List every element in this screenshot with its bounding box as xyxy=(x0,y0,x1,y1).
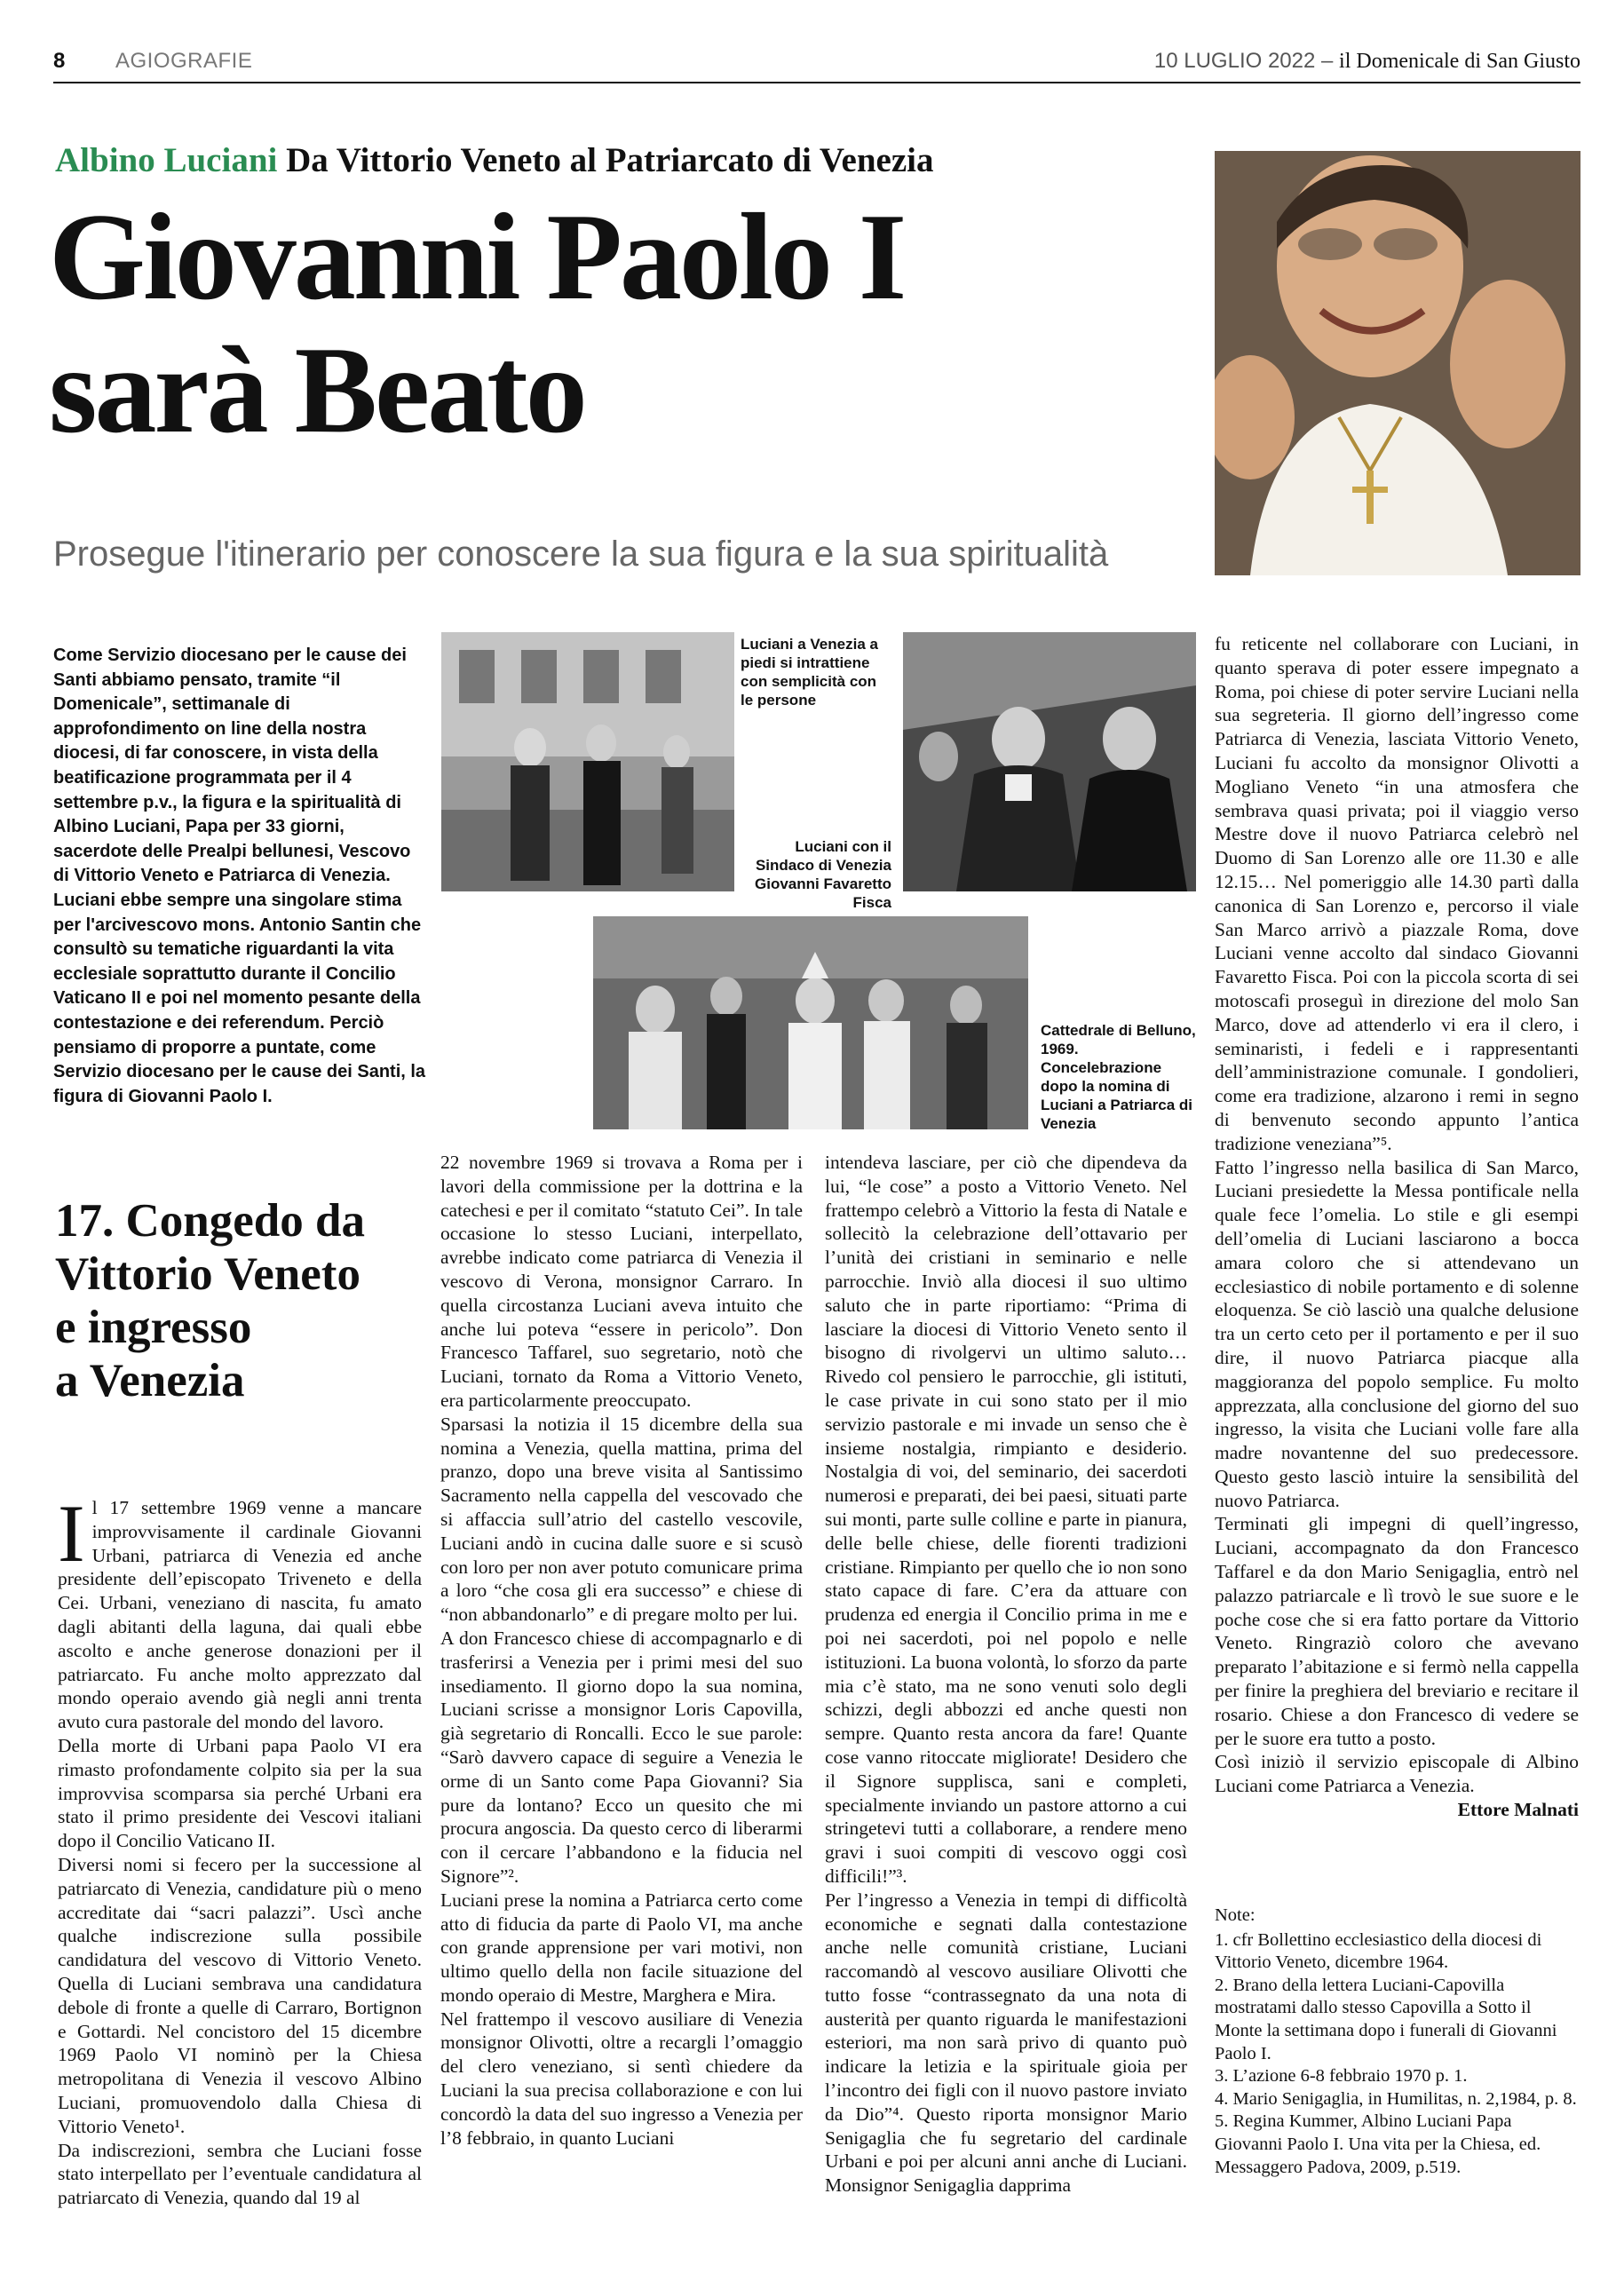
footnote-item: 3. L’azione 6-8 febbraio 1970 p. 1. xyxy=(1215,2066,1468,2087)
footnotes xyxy=(1215,1905,1579,2179)
section-label: AGIOGRAFIE xyxy=(115,49,253,73)
photo-luciani-venezia xyxy=(441,632,734,891)
article-paragraph: Nel frattempo il vescovo ausiliare di Venezia monsignor Olivotti, oltre a recargli l’omaggio del clero veneziano, si sentì chiedere da Luciani la sua precisa collaborazione e con lui concordò la data del suo ingresso a Venezia per l’8 febbraio, in quanto Luciani xyxy=(440,2008,803,2149)
article-paragraph: A don Francesco chiese di accompagnarlo e di trasferirsi a Venezia per i primi mesi del suo insediamento. Il giorno dopo la sua nomina, Luciani scrisse a monsignor Loris Capovilla, già segretario di Roncalli. Ecco le sue parole: “Sarò davvero capace di seguire a Venezia le orme di un Santo come Papa Giovanni? Sia pure da lontano? Ecco un quesito che mi procura angoscia. Da questo cerco di liberarmi con il cercare l’abbandono e la fiducia nel Signore”². xyxy=(440,1627,803,1887)
article-paragraph: Diversi nomi si fecero per la successione al patriarcato di Venezia, candidature più o meno accreditate dai “sacri palazzi”. Uscì anche qualche indiscrezione sulla possibile candidatura del vescovo di Vittorio Veneto. Quella di Luciani sembrava una candidatura debole di fronte a quelle di Carraro, Bortignon e Gottardi. Nel concistoro del 15 dicembre 1969 Paolo VI nominò per la Chiesa metropolitana di Venezia il vescovo Albino Luciani, promuovendolo dalla Chiesa di Vittorio Veneto¹. xyxy=(58,1853,422,2137)
article-paragraph: Sparsasi la notizia il 15 dicembre della sua nomina a Venezia, quella mattina, prima del pranzo, dopo una breve visita al Santissimo Sacramento nella cappella del vescovado che si affaccia sull’atrio del castello vescovile, Luciani andò in cucina dalle suore e si scusò con loro per non aver potuto comunicare prima a loro “che cosa gli era successo” e chiese di “non abbandonarlo” e di pregare molto per lui. xyxy=(440,1413,803,1626)
dateline xyxy=(1154,49,1580,74)
article-paragraph: Per l’ingresso a Venezia in tempi di difficoltà economiche e segnati dalla contestazione anche nelle comunità cristiane, Luciani raccomandò al vescovo ausiliare Olivotti che tutto fosse “contrassegnato da una nota di austerità per quanto riguarda le manifestazioni esteriori, ma non sarà privo di quanto può indicare la letizia e la spirituale gioia per l’incontro dei figli con il nuovo pastore inviato da Dio”⁴. Questo riporta monsignor Mario Senigaglia che fu segretario del cardinale Urbani e poi per alcuni anni anche di Luciani. Monsignor Senigaglia dapprima xyxy=(825,1889,1187,2197)
article-column-4 xyxy=(1215,632,1579,1822)
article-paragraph: Della morte di Urbani papa Paolo VI era rimasto profondamente colpito sia per la sua improvvisa scomparsa sia perché Urbani era stato il primo presidente dei Vescovi italiani dopo il Concilio Vaticano II. xyxy=(58,1734,422,1852)
article-paragraph: Terminati gli impegni di quell’ingresso, Luciani, accompagnato da don Francesco Taffarel e da don Mario Senigaglia, entrò nel palazzo patriarcale e lì trovò le sue suore e le poche cose che si era fatto portare da Vittorio Veneto. Ringraziò coloro che avevano preparato l’abitazione e si fermò nella cappella per finire la preghiera del breviario e recitare il rosario. Chiese a don Francesco di vedere se per le suore era tutto a posto. xyxy=(1215,1513,1579,1749)
kicker-text: Da Vittorio Veneto al Patriarcato di Venezia xyxy=(277,141,934,179)
kicker xyxy=(55,140,1209,180)
caption-photo-1: Luciani a Venezia a piedi si intrattiene con semplicità con le persone xyxy=(741,636,878,709)
caption-photo-2: Luciani con il Sindaco di Venezia Giovanni Favaretto Fisca xyxy=(755,838,891,911)
article-column-1 xyxy=(58,1488,422,2210)
paragraph-text: l 17 settembre 1969 venne a mancare improvvisamente il cardinale Giovanni Urbani, patriarca di Venezia ed anche presidente dell’episcopato Triveneto e della Cei. Urbani, veneziano di nascita, fu amato dagli abitanti della laguna, dai quali ebbe ascolto e anche generose donazioni per il patriarcato. Fu anche molto apprezzato dal mondo operaio avendo già negli anni trenta avuto cura pastorale del mondo del lavoro. xyxy=(58,1497,422,1733)
section-title-line-4: a Venezia xyxy=(55,1355,245,1406)
headline xyxy=(49,188,1203,459)
header-rule xyxy=(53,82,1580,83)
intro-box: Come Servizio diocesano per le cause dei Santi abbiamo pensato, tramite “il Domenicale”, settimanale di approfondimento on line della nostra diocesi, di far conoscere, in vista della beatificazione programmata per il 4 settembre p.v., la figura e la spiritualità di Albino Luciani, Papa per 33 giorni, sacerdote delle Prealpi bellunesi, Vescovo di Vittorio Veneto e Patriarca di Venezia. Luciani ebbe sempre una singolare stima per l'arcivescovo mons. Antonio Santin che consultò su tematiche riguardanti la vita ecclesiale soprattutto durante il Concilio Vaticano II e poi nel momento pesante della contestazione e dei referendum. Perciò pensiamo di proporre a puntate, come Servizio diocesano per le cause dei Santi, la figura di Giovanni Paolo I. xyxy=(53,645,426,1106)
photo-cattedrale-belluno xyxy=(593,916,1028,1129)
article-paragraph: Da indiscrezioni, sembra che Luciani fosse stato interpellato per l’eventuale candidatura al patriarcato di Venezia, quando dal 19 al xyxy=(58,2139,422,2209)
page-number: 8 xyxy=(53,49,66,73)
section-title xyxy=(55,1194,428,1407)
article-paragraph: intendeva lasciare, per ciò che dipendeva da lui, “le cose” a posto a Vittorio Veneto. Nel frattempo celebrò a Vittorio la festa di Natale e sollecitò la celebrazione dell’ottavario per l’unità dei cristiani in seminario e nelle parrocchie. Inviò alla diocesi il suo ultimo saluto che in parte riportiamo: “Prima di lasciare la diocesi di Vittorio Veneto sento il bisogno di rivolgervi un ultimo saluto… Rivedo col pensiero le parrocchie, gli istituti, le case private in cui sono stato per il mio servizio pastorale e mi invade un senso che è insieme nostalgia, rimpianto e desiderio. Nostalgia di voi, del seminario, dei sacerdoti numerosi e preparati, dei bei paesi, situati parte sui monti, parte sulle colline e parte in pianura, delle belle chiese, delle fiorenti tradizioni cristiane. Rimpianto per quello che io non sono stato capace di fare. C’era da attuare con prudenza ed energia il Concilio prima in me e poi nei sacerdoti, poi nel popolo e nelle istituzioni. La buona volontà, lo sforzo da parte mia c’è stato, ma ne sono venuti solo degli schizzi, degli abbozzi ed anche questi non sempre. Quanto resta ancora da fare! Quante cose vanno ritoccate migliorate! Desidero che il Signore supplisca, sani e completi, specialmente inviando un pastore attorno a cui stringetevi tutti a collaborare, a rendere meno gravi i suoi compiti di vescovo oggi così difficili!”³. xyxy=(825,1152,1187,1887)
footnote-item: 5. Regina Kummer, Albino Luciani Papa Giovanni Paolo I. Una vita per la Chiesa, ed. Messaggero Padova, 2009, p.519. xyxy=(1215,2111,1541,2177)
page-header xyxy=(53,49,1580,75)
article-paragraph xyxy=(58,1488,422,1734)
photo-luciani-sindaco xyxy=(903,632,1196,891)
footnote-item: 1. cfr Bollettino ecclesiastico della diocesi di Vittorio Veneto, dicembre 1964. xyxy=(1215,1929,1542,1973)
photo-3-illustration xyxy=(593,916,1028,1129)
article-column-2 xyxy=(440,1151,803,2150)
section-title-line-1: 17. Congedo da xyxy=(55,1195,365,1247)
article-paragraph: Fatto l’ingresso nella basilica di San Marco, Luciani presiedette la Messa pontificale nella quale fece l’omelia. Lo stile e gli esempi dell’omelia di Luciani lasciarono a bocca amara coloro che si attendevano un ecclesiastico di nobile portamento e di solenne eloquenza. Se ciò lasciò una qualche delusione tra un certo ceto per il portamento e per il suo dire, il nuovo Patriarca piacque alla maggioranza del popolo semplice. Fu molto apprezzata, alla conclusione del giorno del suo ingresso, la visita che Luciani volle fare alla madre novantenne del suo predecessore. Questo gesto lasciò intuire la sensibilità del nuovo Patriarca. xyxy=(1215,1156,1579,1511)
photo-1-illustration xyxy=(441,632,734,891)
paper-name: il Domenicale di San Giusto xyxy=(1339,50,1580,73)
drop-cap: I xyxy=(58,1488,85,1579)
subtitle: Prosegue l'itinerario per conoscere la sua figura e la sua spiritualità xyxy=(53,535,1109,574)
footnote-item: 2. Brano della lettera Luciani-Capovilla mostratami dallo stesso Capovilla a Sotto il Monte la settimana dopo i funerali di Giovanni Paolo I. xyxy=(1215,1975,1557,2063)
photo-2-illustration xyxy=(903,632,1196,891)
caption-photo-3: Cattedrale di Belluno, 1969. Concelebrazione dopo la nomina di Luciani a Patriarca di Venezia xyxy=(1041,1022,1196,1132)
article-paragraph: 22 novembre 1969 si trovava a Roma per i lavori della commissione per la dottrina e la catechesi e per il comitato “statuto Cei”. In tale occasione lo stesso Luciani, interpellato, avrebbe indicato come patriarca di Venezia il vescovo di Verona, monsignor Carraro. In quella circostanza Luciani aveva intuito che anche lui poteva “essere in pericolo”. Don Francesco Taffarel, suo segretario, notò che Luciani, tornato da Roma a Vittorio Veneto, era particolarmente preoccupato. xyxy=(440,1152,803,1411)
article-paragraph: Così iniziò il servizio episcopale di Albino Luciani come Patriarca a Venezia. xyxy=(1215,1751,1579,1797)
article-paragraph: fu reticente nel collaborare con Luciani, in quanto sperava di poter essere impegnato a Roma, poi chiese di poter servire Luciani nella sua segreteria. Il giorno dell’ingresso come Patriarca di Venezia, lasciata Vittorio Veneto, Luciani fu accolto da monsignor Olivotti a Mogliano Veneto “in una atmosfera che sembrava quasi privata; poi il viaggio verso Mestre dove il nuovo Patriarca celebrò nel Duomo di San Lorenzo alle ore 11.30 e alle 12.15… Nel pomeriggio alle 14.30 partì dalla canonica di San Lorenzo e, percorso il viale San Marco arrivò a piazzale Roma, dove Luciani venne accolto dal sindaco Giovanni Favaretto Fisca. Poi con la piccola scorta di sei motoscafi proseguì in direzione del molo San Marco, dove ad attenderlo vi era il clero, i seminaristi, i fedeli e i rappresentanti dell’amministrazione comunale. I gondolieri, come era tradizione, alzarono i remi in segno di benvenuto secondo appunto l’antica tradizione veneziana”⁵. xyxy=(1215,633,1579,1154)
footnotes-title: Note: xyxy=(1215,1905,1256,1925)
article-paragraph: Luciani prese la nomina a Patriarca certo come atto di fiducia da parte di Paolo VI, ma anche con grande apprensione per vari motivi, non ultimo quello della non facile situazione del mondo operaio di Mestre, Marghera e Mira. xyxy=(440,1889,803,2006)
headline-line-1: Giovanni Paolo I xyxy=(49,188,905,326)
article-column-3 xyxy=(825,1151,1187,2198)
portrait-photo xyxy=(1215,151,1580,575)
footnote-item: 4. Mario Senigaglia, in Humilitas, n. 2,1984, p. 8. xyxy=(1215,2088,1577,2109)
kicker-name: Albino Luciani xyxy=(55,141,278,179)
headline-line-2: sarà Beato xyxy=(49,321,585,459)
author-byline: Ettore Malnati xyxy=(1457,1799,1579,1821)
section-title-line-3: e ingresso xyxy=(55,1302,252,1353)
section-title-line-2: Vittorio Veneto xyxy=(55,1248,360,1300)
issue-date: 10 LUGLIO 2022 – xyxy=(1153,49,1340,73)
portrait-illustration xyxy=(1215,151,1580,575)
